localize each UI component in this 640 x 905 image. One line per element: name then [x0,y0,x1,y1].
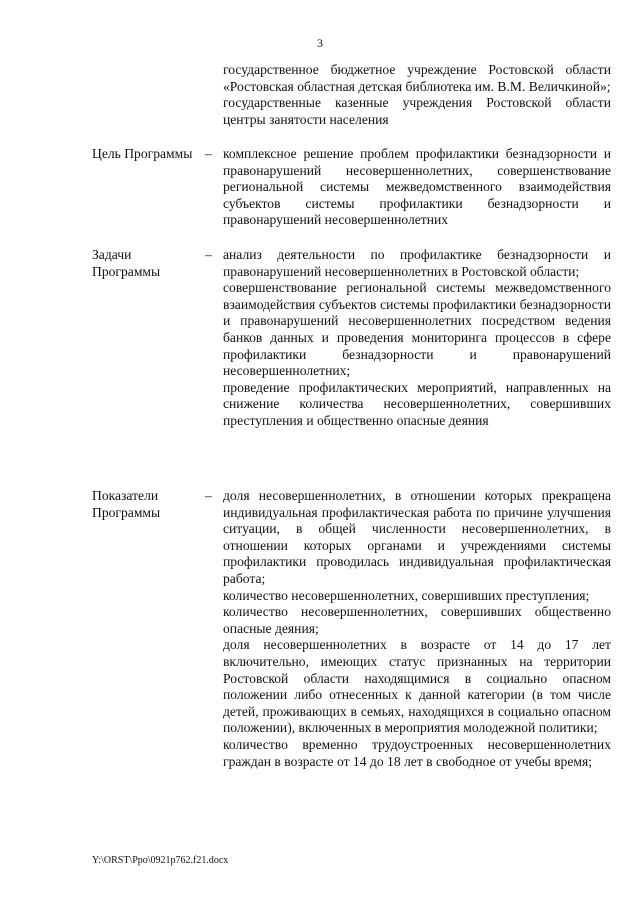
paragraph: анализ деятельности по профилактике безнадзорности и правонарушений несовершеннолетних в Ростовской области; [223,247,611,279]
dash: – [205,247,212,262]
section-content [223,62,611,128]
section-content [223,146,611,229]
dash: – [205,488,212,503]
paragraph: комплексное решение проблем профилактики безнадзорности и правонарушений несовершеннолетних, совершенствование региональной системы межведомственного взаимодействия субъектов системы профилактики безнадзорности и правонарушений несовершеннолетних [223,146,611,228]
paragraph: совершенствование региональной системы межведомственного взаимодействия субъектов системы профилактики безнадзорности и правонарушений несовершеннолетних посредством ведения банков данных и проведения мониторинга процессов в сфере профилактики безнадзорности и правонарушений несовершеннолетних; [223,280,611,379]
section-content [223,488,611,770]
paragraph: доля несовершеннолетних, в отношении которых прекращена индивидуальная профилактическая работа по причине улучшения ситуации, в общей численности несовершеннолетних, в отношении которых органами и учреждениями системы профилактики проводилась индивидуальная профилактическая работа; [223,488,611,586]
section-label: Цель Программы [92,146,193,161]
paragraph: доля несовершеннолетних в возрасте от 14 до 17 лет включительно, имеющих статус признанных на территории Ростовской области находящимися в социально опасном положении либо отнесенных к данной категории (в том числе детей, проживающих в семьях, находящихся в социально опасном положении), включенных в мероприятия молодежной политики; [223,637,611,736]
page-number: 3 [317,36,323,50]
paragraph: проведение профилактических мероприятий, направленных на снижение количества несовершеннолетних, совершивших преступления и общественно опасные деяния [223,379,611,428]
paragraph: государственные казенные учреждения Ростовской области центры занятости населения [223,95,611,127]
paragraph: государственное бюджетное учреждение Ростовской области «Ростовская областная детская библиотека им. В.М. Величкиной»; [223,62,611,94]
section-content [223,247,611,430]
paragraph: количество временно трудоустроенных несовершеннолетних граждан в возрасте от 14 до 18 лет в свободное от учебы время; [223,736,611,769]
section-label: Задачи Программы [92,247,161,279]
file-path-footer: Y:\ORST\Ppo\0921p762.f21.docx [92,855,229,866]
section-label: Показатели Программы [92,488,161,520]
dash: – [205,146,212,161]
paragraph: количество несовершеннолетних, совершивших преступления; [223,587,590,603]
paragraph: количество несовершеннолетних, совершивших общественно опасные деяния; [223,604,611,636]
